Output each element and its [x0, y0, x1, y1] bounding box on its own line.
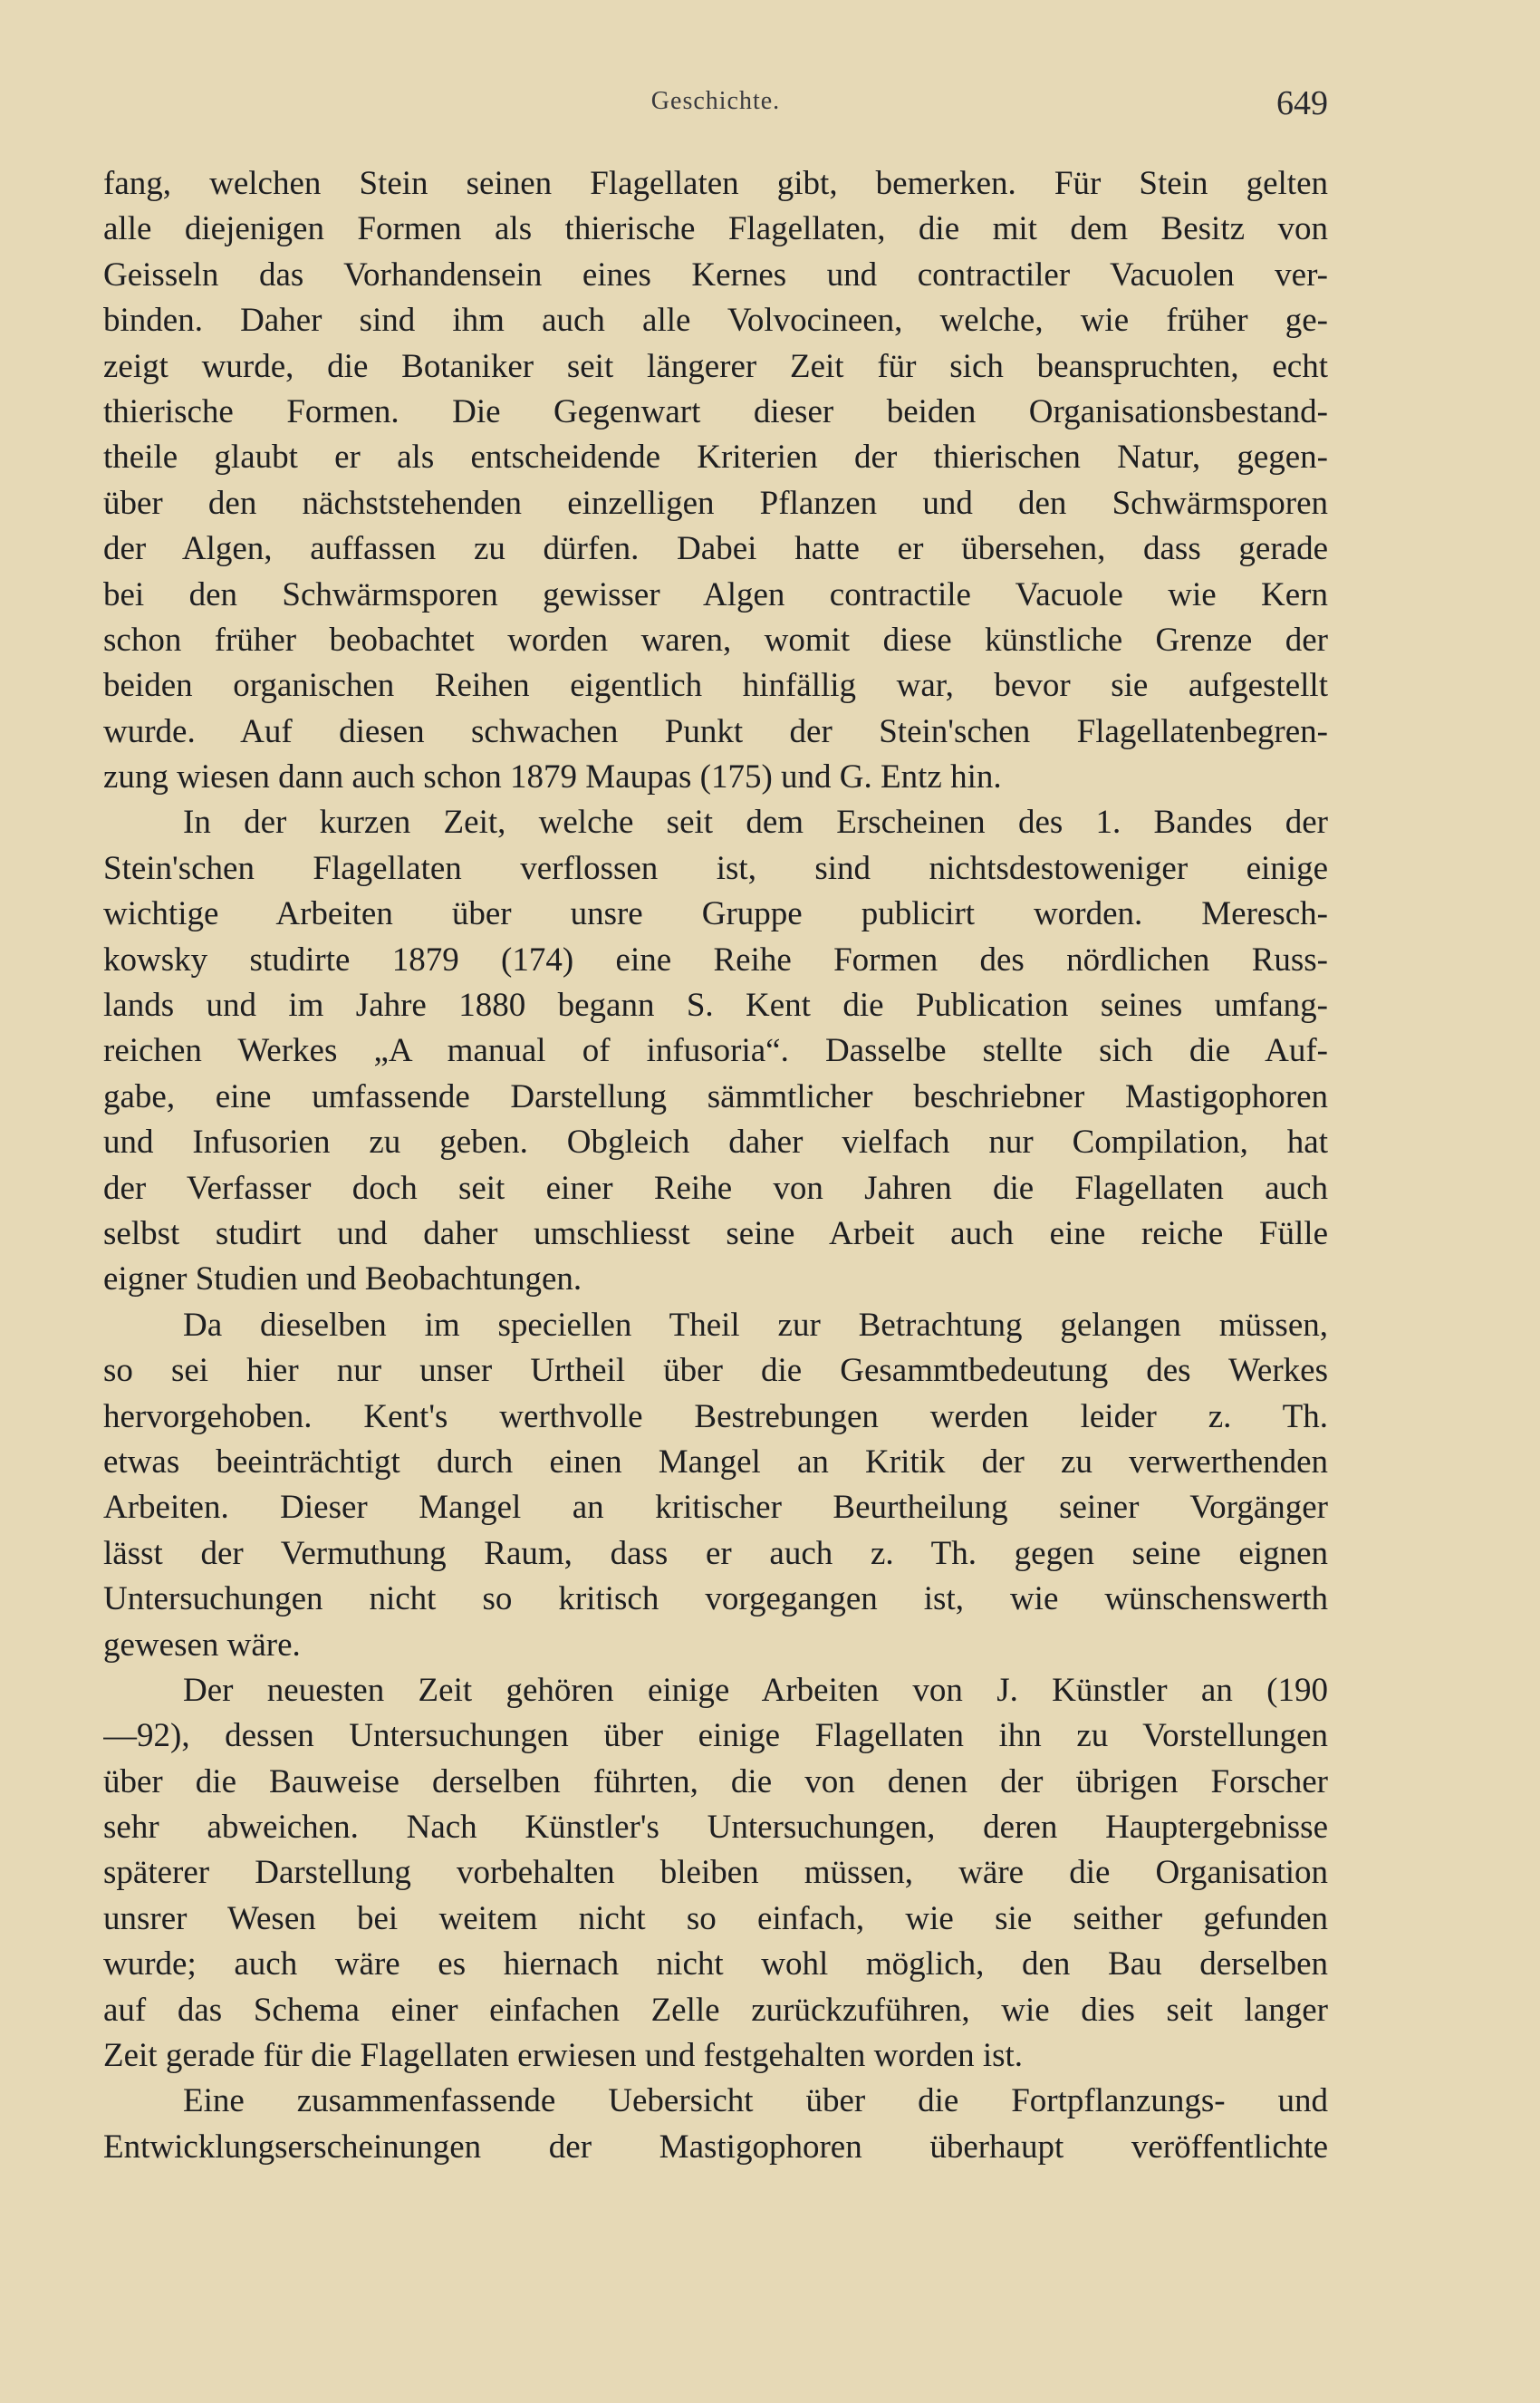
text-line: und Infusorien zu geben. Obgleich daher vielfach nur Compilation, hat: [103, 1124, 1328, 1162]
text-line: späterer Darstellung vorbehalten bleiben müssen, wäre die Organisation: [103, 1854, 1328, 1892]
text-line: der Algen, auffassen zu dürfen. Dabei hatte er übersehen, dass gerade: [103, 530, 1328, 568]
text-line: so sei hier nur unser Urtheil über die Gesammtbedeutung des Werkes: [103, 1352, 1328, 1390]
text-line: beiden organischen Reihen eigentlich hinfällig war, bevor sie aufgestellt: [103, 667, 1328, 705]
running-title: Geschichte.: [650, 87, 781, 115]
paragraph: [103, 800, 1328, 1302]
text-line: In der kurzen Zeit, welche seit dem Erscheinen des 1. Bandes der: [183, 804, 1328, 842]
text-line: gabe, eine umfassende Darstellung sämmtlicher beschriebner Mastigophoren: [103, 1077, 1328, 1115]
text-line: schon früher beobachtet worden waren, womit diese künstliche Grenze der: [103, 621, 1328, 659]
text-line: alle diejenigen Formen als thierische Flagellaten, die mit dem Besitz von: [103, 210, 1328, 248]
text-line: auf das Schema einer einfachen Zelle zurückzuführen, wie dies seit langer: [103, 1991, 1328, 2029]
text-line: sehr abweichen. Nach Künstler's Untersuchungen, deren Hauptergebnisse: [103, 1809, 1328, 1847]
text-line: selbst studirt und daher umschliesst seine Arbeit auch eine reiche Fülle: [103, 1214, 1328, 1252]
text-line: etwas beeinträchtigt durch einen Mangel an Kritik der zu verwerthenden: [103, 1443, 1328, 1481]
text-line: unsrer Wesen bei weitem nicht so einfach, wie sie seither gefunden: [103, 1899, 1328, 1937]
paragraph: [103, 161, 1328, 800]
text-line: lässt der Vermuthung Raum, dass er auch z. Th. gegen seine eignen: [103, 1534, 1328, 1572]
text-line: theile glaubt er als entscheidende Kriterien der thierischen Natur, gegen-: [103, 439, 1328, 477]
text-line: wurde. Auf diesen schwachen Punkt der Stein'schen Flagellatenbegren-: [103, 712, 1328, 750]
paragraph: [103, 1303, 1328, 1668]
text-line: Zeit gerade für die Flagellaten erwiesen und festgehalten worden ist.: [103, 2037, 1024, 2075]
text-line: wurde; auch wäre es hiernach nicht wohl möglich, den Bau derselben: [103, 1945, 1328, 1983]
text-line: zung wiesen dann auch schon 1879 Maupas (175) und G. Entz hin.: [103, 758, 1002, 796]
text-line: reichen Werkes „A manual of infusoria“. Dasselbe stellte sich die Auf-: [103, 1032, 1328, 1070]
text-line: Da dieselben im speciellen Theil zur Betrachtung gelangen müssen,: [183, 1306, 1328, 1344]
text-line: hervorgehoben. Kent's werthvolle Bestrebungen werden leider z. Th.: [103, 1397, 1328, 1435]
text-line: eigner Studien und Beobachtungen.: [103, 1260, 582, 1298]
text-line: lands und im Jahre 1880 begann S. Kent die Publication seines umfang-: [103, 987, 1328, 1025]
text-line: gewesen wäre.: [103, 1626, 301, 1664]
paragraph: [103, 1668, 1328, 2080]
page-number: 649: [1276, 84, 1328, 122]
text-line: Stein'schen Flagellaten verflossen ist, sind nichtsdestoweniger einige: [103, 849, 1328, 887]
text-line: der Verfasser doch seit einer Reihe von Jahren die Flagellaten auch: [103, 1169, 1328, 1207]
text-line: Arbeiten. Dieser Mangel an kritischer Beurtheilung seiner Vorgänger: [103, 1489, 1328, 1527]
text-line: thierische Formen. Die Gegenwart dieser beiden Organisationsbestand-: [103, 392, 1328, 430]
text-line: Eine zusammenfassende Uebersicht über die Fortpflanzungs- und: [183, 2082, 1328, 2120]
text-line: kowsky studirte 1879 (174) eine Reihe Formen des nördlichen Russ-: [103, 941, 1328, 979]
text-line: über die Bauweise derselben führten, die von denen der übrigen Forscher: [103, 1762, 1328, 1800]
text-line: bei den Schwärmsporen gewisser Algen contractile Vacuole wie Kern: [103, 575, 1328, 613]
body-text: [103, 161, 1328, 2170]
text-line: fang, welchen Stein seinen Flagellaten gibt, bemerken. Für Stein gelten: [103, 165, 1328, 202]
text-line: binden. Daher sind ihm auch alle Volvocineen, welche, wie früher ge-: [103, 302, 1328, 340]
paragraph: [103, 2079, 1328, 2170]
text-line: wichtige Arbeiten über unsre Gruppe publicirt worden. Meresch-: [103, 895, 1328, 933]
text-line: zeigt wurde, die Botaniker seit längerer Zeit für sich beanspruchten, echt: [103, 347, 1328, 385]
page-header: [103, 84, 1328, 132]
text-line: Entwicklungserscheinungen der Mastigophoren überhaupt veröffentlichte: [103, 2128, 1328, 2166]
text-line: Der neuesten Zeit gehören einige Arbeiten von J. Künstler an (190: [183, 1671, 1328, 1709]
text-line: Untersuchungen nicht so kritisch vorgegangen ist, wie wünschenswerth: [103, 1580, 1328, 1618]
text-line: über den nächststehenden einzelligen Pflanzen und den Schwärmsporen: [103, 484, 1328, 522]
text-line: —92), dessen Untersuchungen über einige Flagellaten ihn zu Vorstellungen: [103, 1717, 1328, 1755]
text-line: Geisseln das Vorhandensein eines Kernes und contractiler Vacuolen ver-: [103, 256, 1328, 294]
